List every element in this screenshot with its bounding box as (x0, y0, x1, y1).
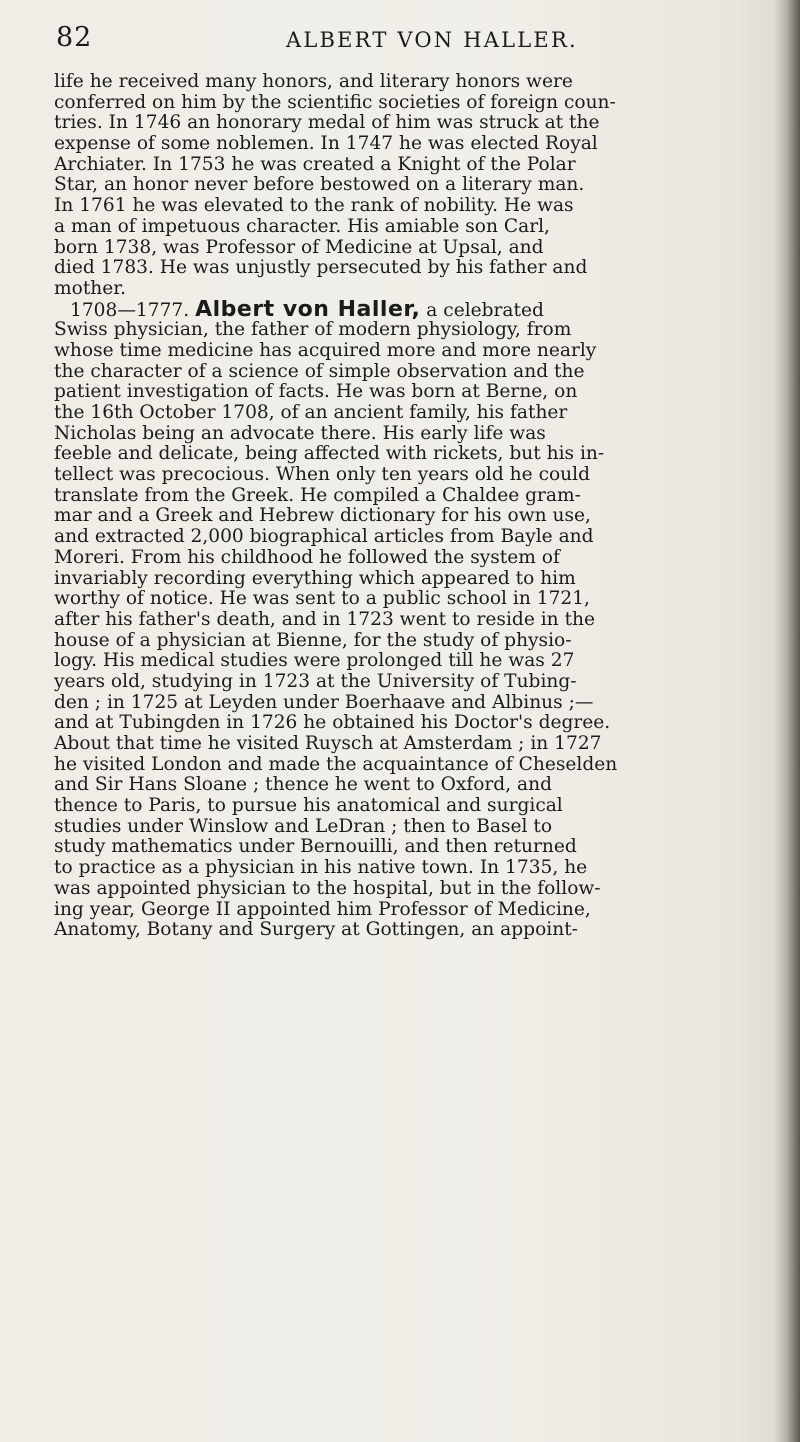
text-line: mother. (54, 278, 127, 299)
text-line: died 1783. He was unjustly persecuted by his father and (54, 258, 588, 279)
running-head: ALBERT VON HALLER. (286, 28, 578, 52)
entry-heading-rest: a celebrated (426, 299, 544, 321)
text-line: conferred on him by the scientific societies of foreign coun- (54, 92, 616, 113)
text-line: worthy of notice. He was sent to a public school in 1721, (54, 589, 590, 610)
text-line: and extracted 2,000 biographical articles from Bayle and (54, 527, 594, 548)
paragraph-previous-entry (54, 72, 794, 300)
page-number: 82 (56, 22, 93, 53)
text-line: the 16th October 1708, of an ancient family, his father (54, 403, 568, 423)
text-line: invariably recording everything which appeared to him (54, 568, 576, 589)
text-line: ing year, George II appointed him Professor of Medicine, (54, 899, 591, 920)
paragraph-haller-entry (54, 320, 794, 941)
text-line: About that time he visited Ruysch at Amsterdam ; in 1727 (54, 734, 602, 754)
text-line: house of a physician at Bienne, for the study of physio- (54, 630, 572, 651)
text-line: years old, studying in 1723 at the University of Tubing- (54, 671, 577, 692)
text-line: Moreri. From his childhood he followed the system of (54, 547, 560, 568)
text-line: born 1738, was Professor of Medicine at Upsal, and (54, 237, 544, 258)
text-line: and Sir Hans Sloane ; thence he went to Oxford, and (54, 775, 552, 796)
text-line: the character of a science of simple observation and the (54, 361, 585, 382)
text-line: Nicholas being an advocate there. His early life was (54, 423, 546, 444)
text-line: after his father's death, and in 1723 went to reside in the (54, 609, 596, 630)
text-line: In 1761 he was elevated to the rank of nobility. He was (54, 196, 574, 217)
text-line: a man of impetuous character. His amiable son Carl, (54, 216, 550, 237)
entry-dates: 1708—1777. (70, 299, 190, 321)
text-line: Archiater. In 1753 he was created a Knight of the Polar (54, 154, 576, 175)
text-line: Anatomy, Botany and Surgery at Gottingen, an appoint- (54, 920, 578, 941)
text-line: translate from the Greek. He compiled a Chaldee gram- (54, 485, 581, 506)
text-line: was appointed physician to the hospital, but in the follow- (54, 878, 601, 899)
text-line: Star, an honor never before bestowed on a literary man. (54, 175, 585, 196)
entry-name: Albert von Haller, (195, 299, 421, 321)
text-line: mar and a Greek and Hebrew dictionary for his own use, (54, 506, 591, 527)
text-line: logy. His medical studies were prolonged till he was 27 (54, 651, 575, 672)
text-line: and at Tubingden in 1726 he obtained his Doctor's degree. (54, 713, 611, 734)
text-line: life he received many honors, and literary honors were (54, 72, 573, 92)
page-header (56, 18, 776, 58)
text-line: he visited London and made the acquaintance of Cheselden (54, 754, 618, 775)
text-line: patient investigation of facts. He was born at Berne, on (54, 382, 578, 403)
text-line: tellect was precocious. When only ten years old he could (54, 465, 590, 486)
text-line: thence to Paris, to pursue his anatomical and surgical (54, 796, 563, 817)
text-line: feeble and delicate, being affected with rickets, but his in- (54, 444, 605, 465)
body-text (54, 72, 794, 1372)
text-line: expense of some noblemen. In 1747 he was elected Royal (54, 134, 598, 155)
text-line: whose time medicine has acquired more and more nearly (54, 340, 597, 361)
text-line: study mathematics under Bernouilli, and then returned (54, 837, 577, 858)
text-line: Swiss physician, the father of modern physiology, from (54, 320, 572, 341)
text-line: den ; in 1725 at Leyden under Boerhaave and Albinus ;— (54, 692, 594, 713)
text-line: tries. In 1746 an honorary medal of him was struck at the (54, 113, 600, 134)
entry-heading-line (54, 300, 794, 321)
text-line: to practice as a physician in his native town. In 1735, he (54, 858, 588, 879)
text-line: studies under Winslow and LeDran ; then to Basel to (54, 816, 553, 837)
